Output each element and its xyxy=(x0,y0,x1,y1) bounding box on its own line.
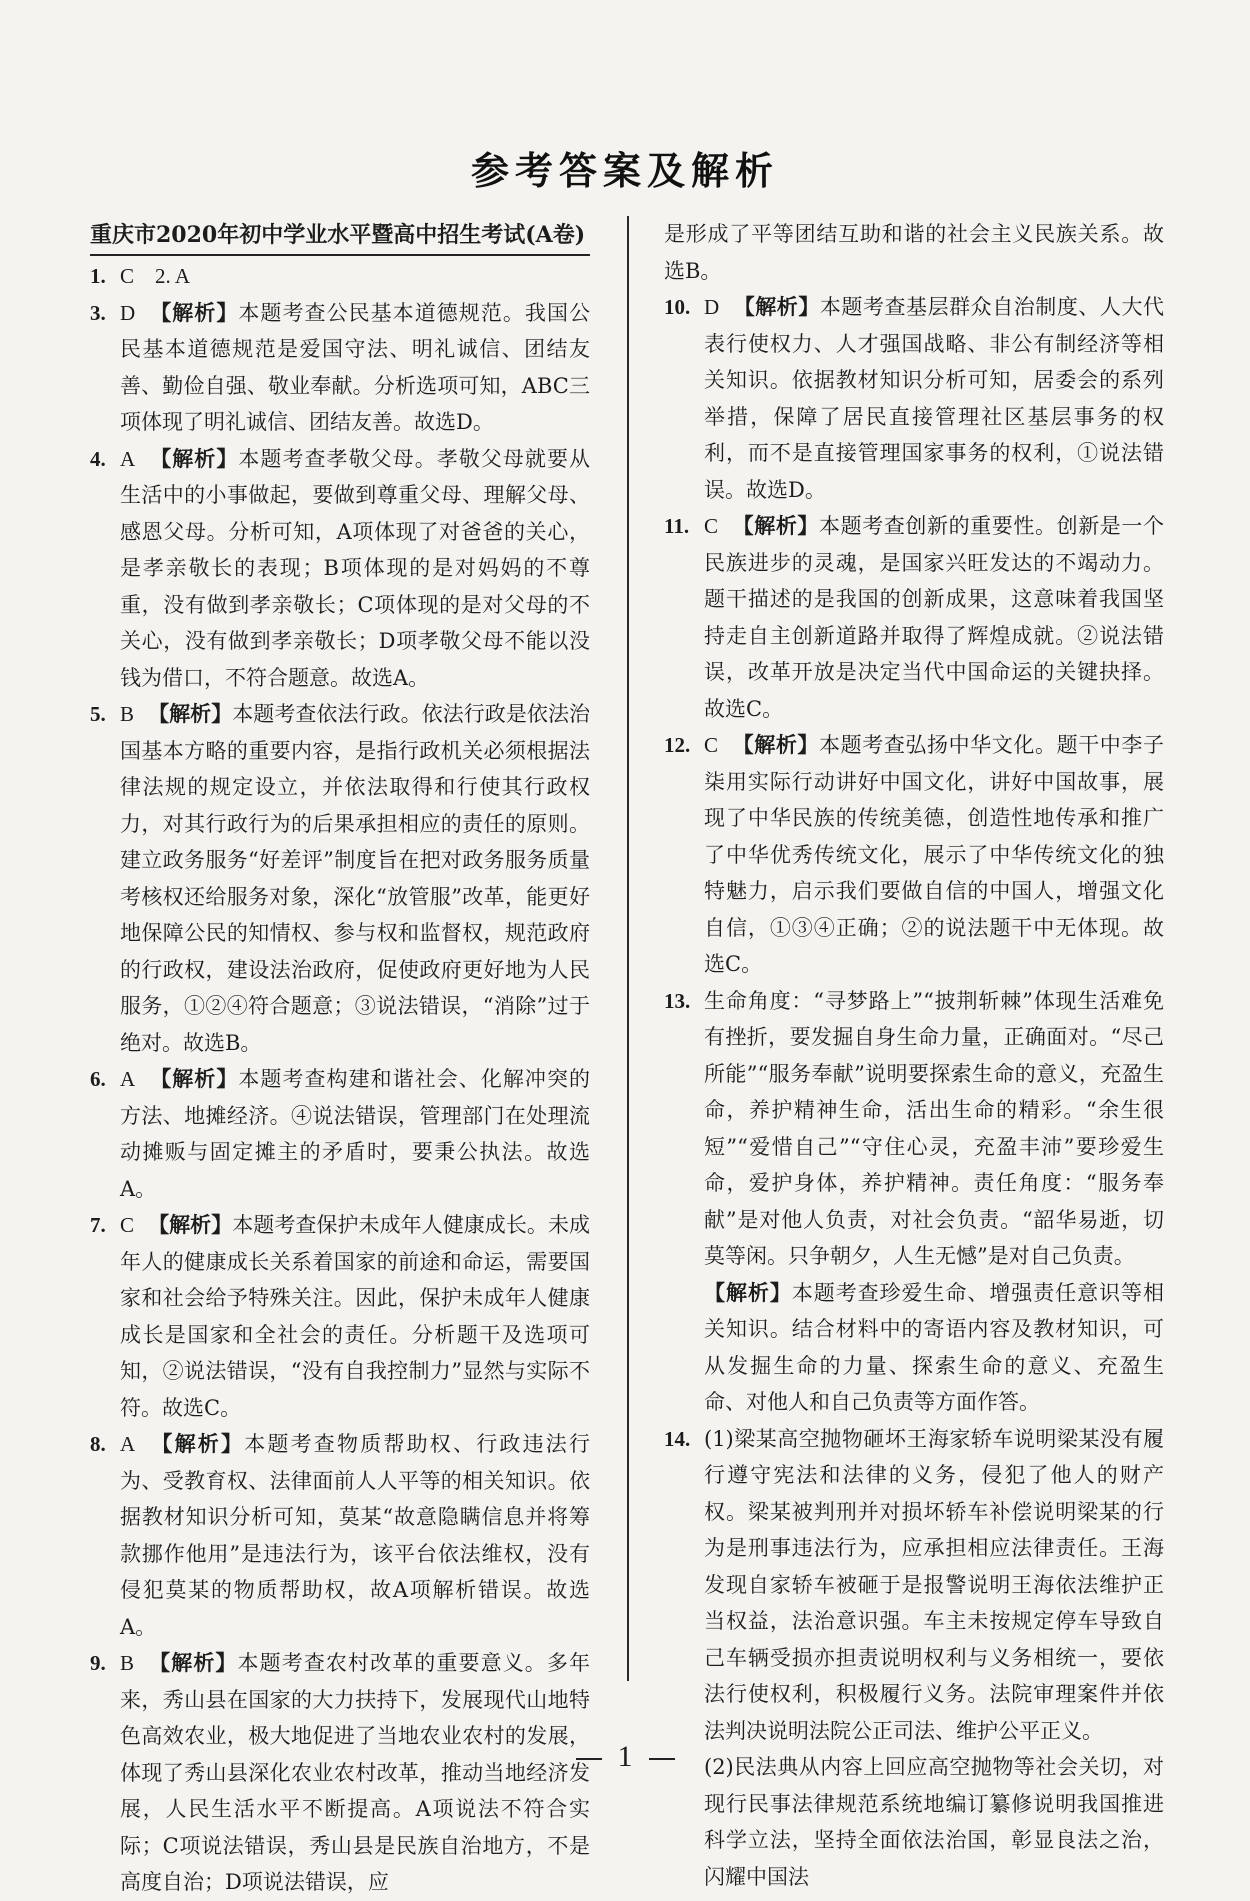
analysis-tag: 【解析】 xyxy=(733,294,820,319)
question-number: 14. xyxy=(664,1426,691,1451)
answer-text: (1)梁某高空抛物砸坏王海家轿车说明梁某没有履行遵守宪法和法律的义务，侵犯了他人的财产权。梁某被判刑并对损坏轿车补偿说明梁某的行为是刑事违法行为，应承担相应法律责任。王海发现自家轿车被砸于是报警说明王海依法维护正当权益，法治意识强。车主未按规定停车导致自己车辆受损亦担责说明权利与义务相统一，要依法行使权利，积极履行义务。法院审理案件并依法判决说明法院公正司法、维护公平正义。 xyxy=(704,1426,1164,1743)
answer-item xyxy=(664,727,1164,983)
answer-text: 本题考查农村改革的重要意义。多年来，秀山县在国家的大力扶持下，发展现代山地特色高效农业，极大地促进了当地农业农村的发展，体现了秀山县深化农业农村改革，推动当地经济发展，人民生活水平不断提高。A项说法不符合实际；C项说法错误，秀山县是民族自治地方，不是高度自治；D项说法错误，应 xyxy=(120,1651,591,1894)
page-number xyxy=(0,1740,1250,1774)
answer-item xyxy=(90,1061,590,1207)
analysis-tag: 【解析】 xyxy=(148,1650,238,1675)
answer-choice: C xyxy=(704,514,719,538)
answer-text: 本题考查物质帮助权、行政违法行为、受教育权、法律面前人人平等的相关知识。依据教材知识分析可知，莫某“故意隐瞒信息并将筹款挪作他用”是违法行为，该平台依法维权，没有侵犯莫某的物质帮助权，故A项解析错误。故选A。 xyxy=(120,1432,591,1639)
answer-choice: D xyxy=(120,300,136,325)
answer-choice: C xyxy=(120,1213,135,1237)
question-number: 4. xyxy=(90,446,106,471)
answer-text: 本题考查保护未成年人健康成长。未成年人的健康成长关系着国家的前途和命运，需要国家和社会给予特殊关注。因此，保护未成年人健康成长是国家和全社会的责任。分析题干及选项可知，②说法错误，“没有自我控制力”显然与实际不符。故选C。 xyxy=(120,1213,590,1420)
analysis-tag: 【解析】 xyxy=(732,732,820,757)
answer-choice: B xyxy=(120,1651,135,1675)
question-number: 10. xyxy=(664,295,691,319)
answer-item xyxy=(90,1207,590,1426)
question-number: 11. xyxy=(664,514,690,538)
question-number: 9. xyxy=(90,1651,106,1675)
analysis-tag: 【解析】 xyxy=(149,299,239,325)
dash-right xyxy=(649,1758,675,1760)
left-column xyxy=(90,216,590,1901)
answer-item xyxy=(664,983,1164,1275)
question-number: 7. xyxy=(90,1213,106,1237)
exam-title: 重庆市2020年初中学业水平暨高中招生考试(A卷) xyxy=(90,216,590,256)
answer-text: C 2. A xyxy=(120,264,191,288)
answer-choice: A xyxy=(120,446,136,471)
answer-text: 本题考查孝敬父母。孝敬父母就要从生活中的小事做起，要做到尊重父母、理解父母、感恩父母。分析可知，A项体现了对爸爸的关心，是孝亲敬长的表现；B项体现的是对妈妈的不尊重，没有做到孝亲敬长；C项体现的是对父母的不关心，没有做到孝亲敬长；D项孝敬父母不能以没钱为借口，不符合题意。故选A。 xyxy=(120,446,591,690)
analysis-tag: 【解析】 xyxy=(149,445,239,471)
question-number: 5. xyxy=(90,702,106,726)
answer-item xyxy=(664,1275,1164,1421)
answer-choice: B xyxy=(120,702,135,726)
answer-text: 是形成了平等团结互助和谐的社会主义民族关系。故选B。 xyxy=(664,222,1164,283)
answer-item xyxy=(664,1421,1164,1750)
answer-item xyxy=(90,1426,590,1645)
analysis-tag: 【解析】 xyxy=(148,701,233,726)
answer-item xyxy=(90,295,590,441)
analysis-tag: 【解析】 xyxy=(149,1431,245,1456)
question-number: 12. xyxy=(664,733,691,757)
question-number: 8. xyxy=(90,1432,106,1456)
answer-item xyxy=(664,508,1164,727)
dash-left xyxy=(576,1758,602,1760)
answer-text: 本题考查珍爱生命、增强责任意识等相关知识。结合材料中的寄语内容及教材知识，可从发掘生命的力量、探索生命的意义、充盈生命、对他人和自己负责等方面作答。 xyxy=(704,1280,1165,1414)
right-column xyxy=(664,216,1164,1895)
answer-text: 本题考查构建和谐社会、化解冲突的方法、地摊经济。④说法错误，管理部门在处理流动摊贩与固定摊主的矛盾时，要秉公执法。故选A。 xyxy=(120,1067,591,1201)
question-number: 3. xyxy=(90,300,106,325)
analysis-tag: 【解析】 xyxy=(148,1212,233,1237)
answer-choice: A xyxy=(120,1432,136,1456)
question-number: 6. xyxy=(90,1067,106,1091)
analysis-tag: 【解析】 xyxy=(732,513,820,538)
question-number: 13. xyxy=(664,988,691,1013)
analysis-tag: 【解析】 xyxy=(704,1279,792,1305)
answer-text: 生命角度：“寻梦路上”“披荆斩棘”体现生活难免有挫折，要发掘自身生命力量，正确面对。“尽己所能”“服务奉献”说明要探索生命的意义，充盈生命，养护精神生命，活出生命的精彩。“余生很短”“爱惜自己”“守住心灵，充盈丰沛”要珍爱生命，爱护身体，养护精神。责任角度：“服务奉献”是对他人负责，对社会负责。“韶华易逝，切莫等闲。只争朝夕，人生无憾”是对自己负责。 xyxy=(704,988,1164,1268)
page-title: 参考答案及解析 xyxy=(470,148,779,193)
answer-item xyxy=(90,258,590,295)
answer-text: 本题考查基层群众自治制度、人大代表行使权力、人才强国战略、非公有制经济等相关知识。依据教材知识分析可知，居委会的系列举措，保障了居民直接管理社区基层事务的权利，而不是直接管理国家事务的权利，①说法错误。故选D。 xyxy=(704,295,1165,502)
answer-text: (2)民法典从内容上回应高空抛物等社会关切，对现行民事法律规范系统地编订纂修说明我国推进科学立法，坚持全面依法治国，彰显良法之治，闪耀中国法 xyxy=(704,1755,1164,1889)
answer-choice: C xyxy=(704,733,719,757)
answer-text: 本题考查依法行政。依法行政是依法治国基本方略的重要内容，是指行政机关必须根据法律法规的规定设立，并依法取得和行使其行政权力，对其行政行为的后果承担相应的责任的原则。建立政务服务“好差评”制度旨在把对政务服务质量考核权还给服务对象，深化“放管服”改革，能更好地保障公民的知情权、参与权和监督权，规范政府的行政权，建设法治政府，促使政府更好地为人民服务，①②④符合题意；③说法错误，“消除”过于绝对。故选B。 xyxy=(120,702,590,1055)
page-number-text: 1 xyxy=(617,1740,633,1773)
answer-item xyxy=(90,441,590,697)
answer-text: 本题考查弘扬中华文化。题干中李子柒用实际行动讲好中国文化，讲好中国故事，展现了中华民族的传统美德，创造性地传承和推广了中华优秀传统文化，展示了中华传统文化的独特魅力，启示我们要做自信的中国人，增强文化自信，①③④正确；②的说法题干中无体现。故选C。 xyxy=(704,733,1165,976)
answer-choice: A xyxy=(120,1067,136,1091)
answer-choice: D xyxy=(704,295,720,319)
analysis-tag: 【解析】 xyxy=(149,1066,239,1091)
answer-item xyxy=(664,216,1164,289)
column-divider xyxy=(627,216,629,1681)
answer-item xyxy=(90,696,590,1061)
answer-text: 本题考查公民基本道德规范。我国公民基本道德规范是爱国守法、明礼诚信、团结友善、勤俭自强、敬业奉献。分析选项可知，ABC三项体现了明礼诚信、团结友善。故选D。 xyxy=(120,300,591,434)
answer-item xyxy=(664,289,1164,508)
question-number: 1. xyxy=(90,264,106,288)
answer-text: 本题考查创新的重要性。创新是一个民族进步的灵魂，是国家兴旺发达的不竭动力。题干描述的是我国的创新成果，这意味着我国坚持走自主创新道路并取得了辉煌成就。②说法错误，改革开放是决定当代中国命运的关键抉择。故选C。 xyxy=(704,514,1165,721)
